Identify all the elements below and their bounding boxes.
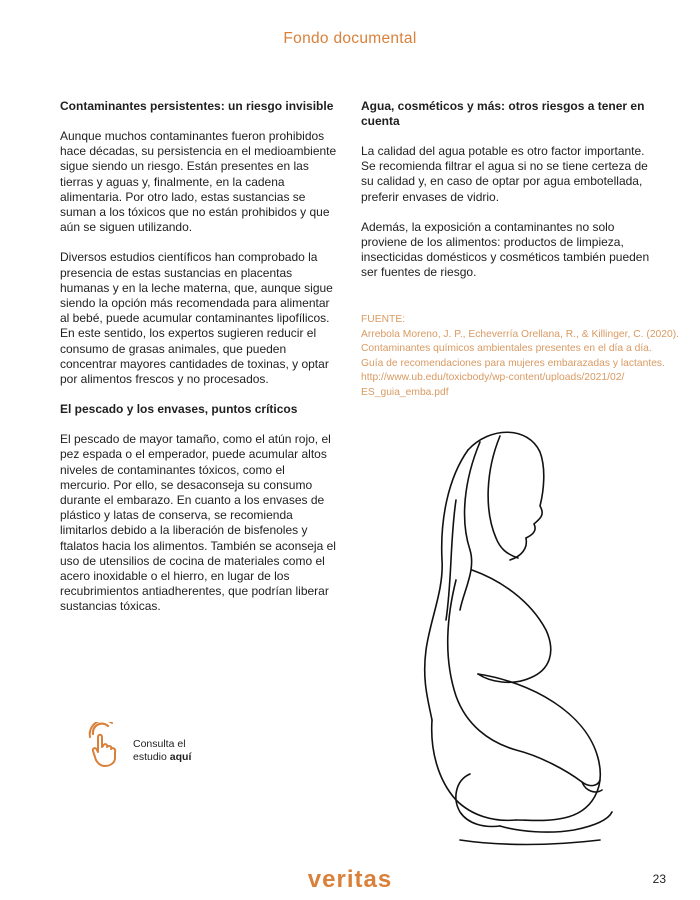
source-line: Arrebola Moreno, J. P., Echeverría Orellana, R., & Killinger, C. (2020). bbox=[361, 328, 680, 340]
page-header-title: Fondo documental bbox=[283, 30, 417, 47]
aqui-link[interactable]: aquí bbox=[169, 751, 192, 763]
paragraph: La calidad del agua potable es otro factor importante. Se recomienda filtrar el agua si no se tiene certeza de su calidad y, en caso de optar por agua embotellada, preferir envases de vidrio. bbox=[361, 144, 648, 204]
arm-outline bbox=[448, 580, 582, 782]
head-outline bbox=[468, 432, 544, 538]
source-line: Guía de recomendaciones para mujeres embarazadas y lactantes. bbox=[361, 357, 665, 369]
source-label: FUENTE: bbox=[361, 314, 406, 325]
left-column bbox=[60, 99, 338, 630]
bust-outline bbox=[472, 570, 551, 682]
pointing-hand-icon bbox=[88, 722, 128, 768]
section-heading: El pescado y los envases, puntos críticos bbox=[60, 402, 298, 417]
cta-line-2: estudio bbox=[133, 751, 170, 763]
hair-strand bbox=[488, 436, 518, 558]
hair-strand bbox=[460, 442, 480, 610]
paragraph: Además, la exposición a contaminantes no solo proviene de los alimentos: productos de limpieza, insecticidas domésticos y cosméticos también pueden ser fuentes de riesgo. bbox=[361, 219, 650, 280]
face-line bbox=[510, 538, 526, 560]
cta-line-1: Consulta el bbox=[133, 738, 186, 750]
pregnant-woman-line-illustration bbox=[360, 420, 660, 850]
source-line: Contaminantes químicos ambientales presentes en el día a día. bbox=[361, 343, 652, 354]
section-heading: Contaminantes persistentes: un riesgo invisible bbox=[60, 99, 334, 113]
paragraph: Aunque muchos contaminantes fueron prohibidos hace décadas, su persistencia en el medioambiente sigue siendo un riesgo. Están presentes en las tierras y aguas y, finalmente, en la cadena alimentaria. Por otro lado, estas sustancias se suman a los tóxicos que no están prohibidos y que aún se siguen utilizando. bbox=[60, 129, 337, 235]
source-url[interactable]: http://www.ub.edu/toxicbody/wp-content/uploads/2021/02/ bbox=[361, 372, 625, 383]
ground-line bbox=[460, 840, 600, 845]
foot-outline bbox=[500, 812, 612, 832]
page-number: 23 bbox=[652, 872, 666, 886]
right-column bbox=[361, 99, 661, 296]
back-outline bbox=[432, 720, 516, 820]
consult-study-text[interactable] bbox=[133, 738, 191, 764]
hair-outer bbox=[425, 450, 468, 720]
brand-logo-veritas: veritas bbox=[307, 866, 393, 888]
section-heading: Agua, cosméticos y más: otros riesgos a tener en cuenta bbox=[361, 99, 645, 128]
source-url-continued[interactable]: ES_guia_emba.pdf bbox=[361, 386, 449, 398]
source-citation bbox=[361, 313, 681, 400]
paragraph: Diversos estudios científicos han comprobado la presencia de estas sustancias en placentas humanas y en la leche materna, que, aunque sigue siendo la opción más recomendada para alimentar al bebé, puede acumular contaminantes lipofílicos. En este sentido, los expertos sugieren reducir el consumo de grasas animales, que pueden concentrar mayores cantidades de toxinas, y optar por alimentos frescos y no procesados. bbox=[60, 250, 333, 387]
tap-ripple bbox=[93, 724, 108, 734]
belly-outline bbox=[478, 674, 600, 821]
consult-study-link[interactable] bbox=[88, 722, 228, 772]
hand-shape bbox=[93, 735, 115, 766]
paragraph: El pescado de mayor tamaño, como el atún rojo, el pez espada o el emperador, puede acumular altos niveles de contaminantes tóxicos, como el mercurio. Por ello, se desaconseja su consumo durante el embarazo. En cuanto a los envases de plástico y latas de conserva, se recomienda limitarlos debido a la liberación de bisfenoles y ftalatos hacia los alimentos. También se aconseja el uso de utensilios de cocina de materiales como el acero inoxidable o el hierro, en lugar de los recubrimientos antiadherentes, que podrían liberar sustancias tóxicas. bbox=[60, 432, 336, 614]
